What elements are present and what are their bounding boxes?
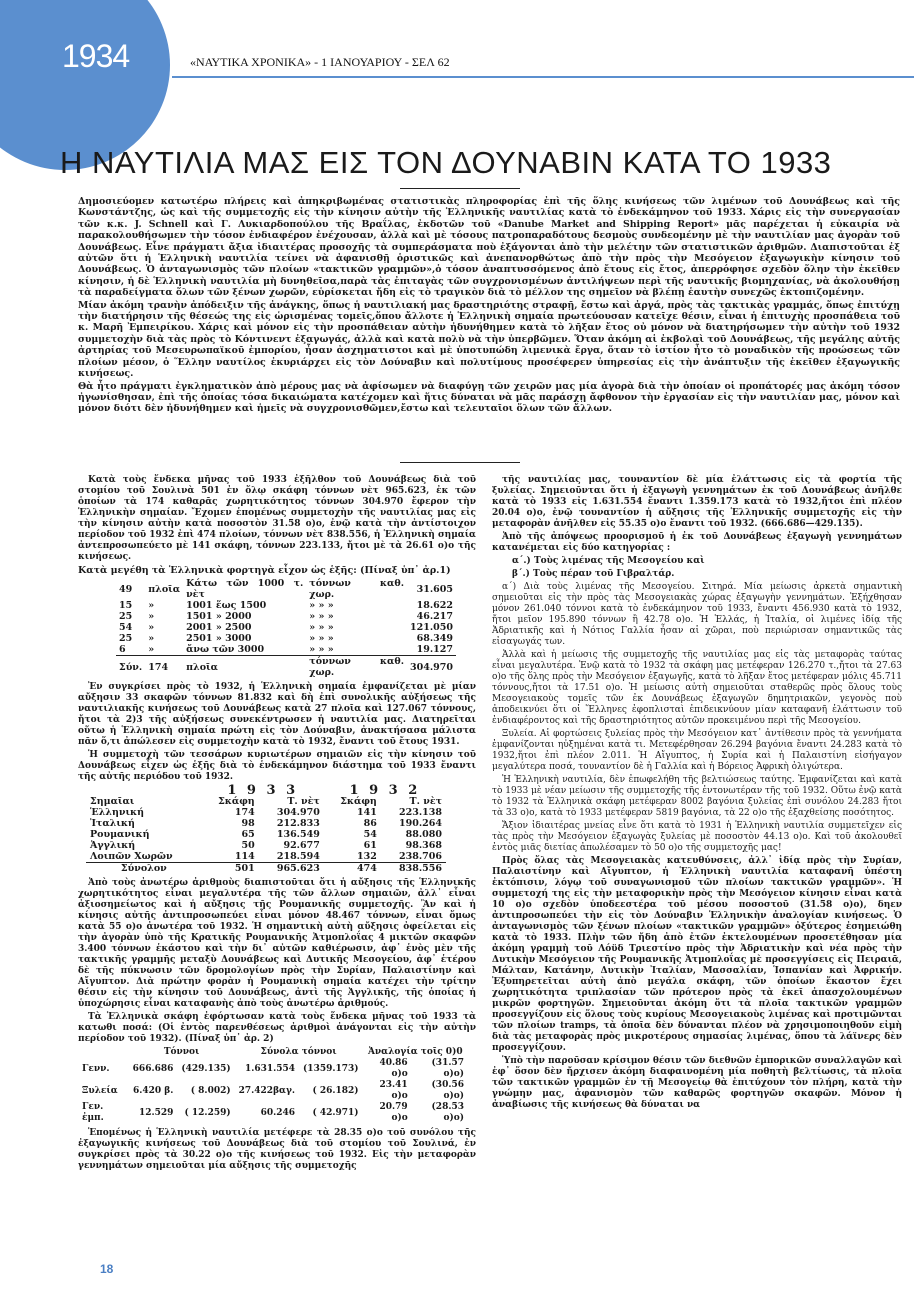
intro-divider — [400, 462, 520, 463]
table-cell: » — [148, 622, 155, 633]
table-cell: 304.970 — [276, 807, 320, 818]
table-cell: 965.623 — [276, 863, 320, 874]
table-cell: 501 — [234, 863, 255, 874]
body-paragraph: Ἡ συμμετοχὴ τῶν τεσσάρων κυριωτέρων σημαιῶν εἰς τὴν κίνησιν τοῦ Δουνάβεως εἶχεν ὡς ἑξῆς διὰ τὸ ἑνδεκάμηνον διάστημα τοῦ 1933 ἔναντι τῆς αὐτῆς περιόδου τοῦ 1932. — [78, 750, 476, 782]
table-row — [86, 818, 446, 829]
table-row — [116, 644, 456, 656]
table-cell: 54 — [363, 829, 377, 840]
table-cell: Λοιπῶν Χωρῶν — [90, 851, 173, 862]
table-cell: 27.422βαγ. — [238, 1085, 296, 1096]
table-cell: » » » — [309, 644, 334, 655]
table-cell: 98 — [241, 818, 255, 829]
table-row — [116, 578, 456, 600]
right-column — [492, 475, 902, 1113]
table-cell: 92.677 — [283, 840, 320, 851]
table-row — [116, 600, 456, 611]
table-cell: 40.86 ο)ο — [379, 1058, 408, 1079]
table-total-row — [86, 863, 446, 875]
table-cell: 19.127 — [416, 644, 453, 655]
year-label: 1934 — [62, 38, 130, 74]
table-row — [116, 611, 456, 622]
table-cell: 18.622 — [416, 600, 453, 611]
table-year-header: 1 9 3 2 — [349, 783, 421, 798]
body-paragraph: Ἀλλὰ καὶ ἡ μείωσις τῆς συμμετοχῆς τῆς ναυτιλίας μας εἰς τὰς μεταφορὰς ταύτας εἶναι μεγαλυτέρα. Ἐνῷ κατὰ τὸ 1932 τὰ σκάφη μας μετέφεραν 126.270 τ.,ἤτοι τὰ 27.63 ο)ο τῆς ὅλης πρὸς τὴν Μεσόγειον ἐξαγωγῆς, κατὰ τὸ λῆξαν ἔτος μετέφεραν μόλις 45.711 τόννους,ἤτοι τὰ 17.51 ο)ο. Ἡ μείωσις αὐτὴ σημειοῦται σταθερῶς πρὸς ὅλους τοὺς Μεσογειακοὺς τομεῖς τῶν ἐκ Δουνάβεως ἐξαγωγῶν δημητριακῶν, γεγονὸς ποὺ ἀποδεικνύει ὅτι οἱ Ἕλληνες ἐφοπλισταὶ ἐπιδεικνύουν μίαν καταφανῆ ἐλάττωσιν τοῦ ἐνδιαφέροντος καὶ τῆς δραστηριότητος αὐτῶν προκειμένου περὶ τῆς Μεσογείου. — [492, 650, 902, 726]
table-cell: (30.56 ο)ο) — [431, 1080, 464, 1101]
table-cell: 1501 » 2000 — [186, 611, 252, 622]
table-cell: ἄνω τῶν 3000 — [186, 644, 265, 655]
table-cell: » — [148, 600, 155, 611]
table-header-cell: Ἀναλογία τοῖς 0)0 — [367, 1047, 463, 1057]
table-cell: Τ. νὲτ — [409, 796, 442, 807]
table-cell: 121.050 — [410, 622, 453, 633]
table-cell: 2501 » 3000 — [186, 633, 252, 644]
table-cell: 174 — [148, 661, 169, 673]
table-cell: 20.79 ο)ο — [379, 1102, 408, 1123]
body-paragraph: Ξυλεία. Αἱ φορτώσεις ξυλείας πρὸς τὴν Μεσόγειον κατ᾿ ἀντίθεσιν πρὸς τὰ γεννήματα ἐμφανίζονται ηὐξημέναι κατὰ τι. Μετεφέρθησαν 26.294 βαγόνια ἔναντι 24.283 κατὰ τὸ 1932,ἤτοι ἐπὶ πλέον 2.011. Ἡ Αἴγυπτος, ἡ Συρία καὶ ἡ Παλαιστίνη εἰσήγαγον μεγαλύτερα ποσά, τουναντίον δὲ ἡ Γαλλία καὶ ἡ Βόρειος Ἀφρικὴ ὀλιγώτερα. — [492, 729, 902, 772]
body-paragraph: τῆς ναυτιλίας μας, τουναντίον δὲ μία ἐλάττωσις εἰς τὰ φορτία τῆς ξυλείας. Σημειοῦνται ὅτι ἡ ἐξαγωγὴ γεννημάτων ἐκ τοῦ Δουνάβεως ἀνῆλθε κατὰ τὸ 1933 εἰς 1.631.554 ἔναντι 1.359.173 κατὰ τὸ 1932,ἤτοι ἐπὶ πλέον 20.04 ο)ο, ἐνῷ τουναντίον ἡ αὔξησις τῆς Ἑλληνικῆς συμμετοχῆς εἰς τὴν μεταφορὰν ἀνῆλθεν εἰς 55.35 ο)ο ἔναντι τοῦ 1932. (666.686—429.135). — [492, 475, 902, 529]
cargo-table — [78, 1047, 468, 1124]
table-cell: 61 — [363, 840, 377, 851]
table-cell: » » » — [309, 622, 334, 633]
list-item: α΄.) Τοὺς λιμένας τῆς Μεσογείου καὶ — [512, 556, 705, 566]
table-cell: ( 42.971) — [312, 1107, 359, 1118]
intro-paragraph: Δημοσιεύομεν κατωτέρω πλήρεις καὶ ἀπηκριβωμένας στατιστικὰς πληροφορίας ἐπὶ τῆς ὅλης κινήσεως τῶν λιμένων τοῦ Δουνάβεως καὶ τῆς Κωνστάντζης, ὡς καὶ τῆς συμμετοχῆς εἰς τὴν κίνησιν αὐτὴν τῆς Ἑλληνικῆς ναυτιλίας κατὰ τὸ ἑνδεκάμηνον τοῦ 1933. Χάρις εἰς τὴν συνεργασίαν τῶν κ.κ. J. Schnell καὶ Γ. Λυκιαρδοπούλου τῆς Βραΐλας, ἐκδοτῶν τοῦ «Danube Market and Shipping Report» μᾶς παρέχεται ἡ εὐκαιρία νὰ παρακολουθήσωμεν τὴν τόσον ἐνδιαφέρον ἐνέχουσαν, ἀλλὰ καὶ μὲ τόσους πατροπαραδότους δεσμοὺς συνδεομένην μὲ τὴν ναυτιλίαν μας ἀγορὰν τοῦ Δουνάβεως. Εἶνε πράγματι ἄξια ἰδιαιτέρας προσοχῆς τὰ συμπεράσματα ποὺ ἐξάγονται ἀπὸ τὴν μελέτην τῶν στατιστικῶν ἀριθμῶν. Διαπιστοῦται ἐξ αὐτῶν ὅτι ἡ Ἑλληνικὴ ναυτιλία τείνει νὰ ἀφανισθῇ ὁριστικῶς καὶ ἀνεπανορθώτως ἀπὸ τὴν πρὸς τὴν Μεσόγειον ἐξαγωγικὴν κίνησιν τοῦ Δουνάβεως. Ὁ ἀνταγωνισμὸς τῶν πλοίων «τακτικῶν γραμμῶν»,ὁ τόσον ἀναπτυσσόμενος ἀπὸ ἔτους εἰς ἔτος, ἀπερρόφησε σχεδὸν ὅλην τὴν ἐκεῖθεν κίνησιν, ἡ δὲ Ἑλληνικὴ ναυτιλία μὴ δυνηθεῖσα,παρὰ τὰς ἐπιταγὰς τῶν συγχρονισμένων ἀντιλήψεων περὶ τῆς ναυτικῆς βιομηχανίας, νὰ ἀκολουθήσῃ τὰ παραδείγματα ὅλων τῶν ξένων χωρῶν, εὑρίσκεται ἤδη εἰς τὸ τραγικὸν διὰ τὸ μέλλον της σημεῖον νὰ βλέπῃ ἑαυτὴν συνεχῶς ἐκτοπιζομένην. — [78, 196, 900, 299]
table-cell: 98.368 — [405, 840, 442, 851]
table-cell: Σκάφη — [340, 796, 377, 807]
table-cell — [86, 785, 202, 796]
page-number: 18 — [100, 1262, 114, 1276]
table-cell: ( 26.182) — [312, 1085, 359, 1096]
list-item: β΄.) Τοὺς πέραν τοῦ Γιβραλτάρ. — [512, 569, 675, 579]
table-cell: » — [148, 633, 155, 644]
table-row — [116, 633, 456, 644]
body-paragraph: Τὰ Ἑλληνικὰ σκάφη ἐφόρτωσαν κατὰ τοὺς ἕνδεκα μῆνας τοῦ 1933 τὰ κατωθι ποσά: (Οἱ ἐντὸς παρενθέσεως ἀριθμοὶ ἀνάγονται εἰς τὴν αὐτὴν περίοδον τοῦ 1932). (Πίναξ ὑπ᾿ ἀρ. 2) — [78, 1012, 476, 1044]
table-cell: 31.605 — [416, 583, 453, 595]
table-cell: 114 — [234, 851, 255, 862]
table-cell: 12.529 — [138, 1107, 174, 1118]
table-caption: Κατὰ μεγέθη τὰ Ἑλληνικὰ φορτηγὰ εἶχον ὡς ἑξῆς: (Πίναξ ὑπ᾿ ἀρ.1) — [78, 565, 451, 576]
header-rule — [172, 76, 914, 78]
table-cell: » » » — [309, 611, 334, 622]
table-cell: 23.41 ο)ο — [379, 1080, 408, 1101]
table-cell: 68.349 — [416, 633, 453, 644]
table-cell: 1.631.554 — [244, 1063, 296, 1074]
table-cell: 238.706 — [399, 851, 442, 862]
table-cell: 666.686 — [132, 1063, 174, 1074]
table-cell: » » » — [309, 633, 334, 644]
table-cell: 174 — [234, 807, 255, 818]
table-cell: τόννων καθ. χωρ. — [309, 656, 405, 678]
table-cell: Ἰταλική — [90, 818, 135, 829]
table-row — [78, 1080, 468, 1102]
table-cell: ( 8.002) — [190, 1085, 231, 1096]
table-cell: 86 — [363, 818, 377, 829]
table-cell: Ξυλεία — [82, 1085, 118, 1096]
table-cell: 2001 » 2500 — [186, 622, 252, 633]
table-cell: 136.549 — [276, 829, 320, 840]
table-cell: 46.217 — [416, 611, 453, 622]
table-cell: 474 — [357, 863, 377, 874]
left-column — [78, 475, 476, 1174]
table-cell — [78, 1047, 129, 1058]
table-cell: 1001 ἕως 1500 — [186, 600, 267, 611]
table-cell: » — [148, 644, 155, 655]
body-paragraph: Ἄξιον ἰδιαιτέρας μνείας εἶνε ὅτι κατὰ τὸ 1931 ἡ Ἑλληνικὴ ναυτιλία συμμετεῖχεν εἰς τὰς πρὸς τὴν Μεσόγειον ἐξαγωγὰς ξυλείας μὲ ποσοστὸν 44.13 ο)ο. Καὶ τοῦ ἀκολουθεῖ ἐντὸς μιᾶς διετίας ἀπωλέσαμεν τὸ 50 ο)ο τῆς συμμετοχῆς μας! — [492, 821, 902, 853]
body-paragraph: Κατὰ τοὺς ἕνδεκα μῆνας τοῦ 1933 ἐξῆλθον τοῦ Δουνάβεως διὰ τοῦ στομίου τοῦ Σουλινὰ 501 ἐν ὅλῳ σκάφη τόννων νὲτ 965.623, ἐκ τῶν ὁποίων τὰ 174 καθαρᾶς χωρητικότητος τόννων 304.970 ἔφερον τὴν Ἑλληνικὴν σημαίαν. Ἔχομεν ἑπομένως συμμετοχὴν τῆς ναυτιλίας μας εἰς τὴν κίνησιν αὐτὴν κατὰ ποσοστὸν 31.58 ο)ο, ἐνῷ κατὰ τὴν ἀντίστοιχον περίοδον τοῦ 1932 ἐπὶ 474 πλοίων, τόννων νὲτ 838.556, ἡ Ἑλληνικὴ σημαία ἀντεπροσωπεύετο μὲ 141 σκάφη, τόννων 223.133, ἤτοι μὲ τὰ 26.61 ο)ο τῆς κινήσεως. — [78, 475, 476, 562]
table-year-row — [86, 785, 446, 796]
table-cell: (28.53 ο)ο) — [431, 1102, 464, 1123]
body-paragraph: Ὑπὸ τὴν παροῦσαν κρίσιμον θέσιν τῶν διεθνῶν ἐμπορικῶν συναλλαγῶν καὶ ἐφ᾿ ὅσον δὲν ἤρχισεν ἀκόμη διαφαινομένη μία ποθητὴ βελτίωσις, τὰ πλοῖα τῶν τακτικῶν γραμμῶν ἐν τῇ Μεσογείῳ θὰ ἐπιτύχουν τὸν πλήρη, κατὰ τὴν γνώμην μας, ἀφανισμὸν τῶν καθαρῶς φορτηγῶν σκαφῶν. Μόνον ἡ ἀναβίωσις τῆς κινήσεως θὰ δύναται να — [492, 1056, 902, 1110]
table-cell: 15 — [119, 600, 133, 611]
table-cell: (31.57 ο)ο) — [431, 1058, 464, 1079]
body-paragraph: Ἀπὸ τοὺς ἀνωτέρω ἀριθμοὺς διαπιστοῦται ὅτι ἡ αὔξησις τῆς Ἑλληνικῆς χωρητικότητος εἶναι μεγαλυτέρα τῆς τῶν ἄλλων σημαιῶν, ἀλλ᾿ εἶναι ἀξιοσημείωτος καὶ ἡ αὔξησις τῆς Ρουμανικῆς συμμετοχῆς. Ἂν καὶ ἡ κίνησις αὐτῆς ἀντιπροσωπεύει εἶναι μόνον 48.467 τόννων, εἶναι ὅμως κατὰ 55 ο)ο ἀνωτέρα τοῦ 1932. Ἡ σημαντικὴ αὐτὴ αὔξησις ὀφείλεται εἰς τὴν ἀγορὰν ὑπὸ τῆς Κρατικῆς Ρουμανικῆς Ἀτμοπλοΐας 4 μικτῶν σκαφῶν 3.400 τόννων ἑκάστου καὶ τὴν δι᾿ αὐτῶν καθιέρωσιν, ἀφ᾿ ἑνὸς μὲν τῆς τακτικῆς γραμμῆς μεταξὺ Δουνάβεως καὶ Δυτικῆς Μεσογείου, ἀφ᾿ ἑτέρου δὲ τῆς πύκνωσιν τῶν δρομολογίων πρὸς τὴν Συρίαν, Παλαιστίνην καὶ Αἴγυπτον. Διὰ πρώτην φορὰν ἡ Ρουμανικὴ σημαία κατέχει τὴν τρίτην θέσιν εἰς τὴν κίνησιν τοῦ Δουνάβεως, ἀντὶ τῆς Ἀγγλικῆς, τῆς ὁποίας ἡ ὑποχώρησις εἶναι καταφανὴς ἀπὸ τοὺς ἀνωτέρω ἀριθμούς. — [78, 878, 476, 1009]
title-divider — [400, 188, 520, 189]
table-cell: 838.556 — [399, 863, 442, 874]
table-cell: 141 — [357, 807, 377, 818]
table-cell: πλοῖα — [148, 583, 181, 595]
table-cell: Σκάφη — [218, 796, 255, 807]
table-cell: 65 — [241, 829, 255, 840]
table-row — [86, 840, 446, 851]
table-cell: Κάτω τῶν 1000 τ. νὲτ — [186, 578, 304, 600]
table-cell: 6.420 β. — [132, 1085, 174, 1096]
table-cell: Σύν. — [119, 661, 143, 673]
table-header-row — [78, 1047, 468, 1058]
table-cell: ( 12.259) — [184, 1107, 231, 1118]
table-row — [78, 1102, 468, 1124]
tonnage-size-table — [116, 578, 456, 678]
table-total-row — [116, 656, 456, 679]
table-cell: 132 — [357, 851, 377, 862]
body-paragraph: Πρὸς ὅλας τὰς Μεσογειακὰς κατευθύνσεις, ἀλλ᾿ ἰδίᾳ πρὸς τὴν Συρίαν, Παλαιστίνην καὶ Αἴγυπτον, ἡ Ἑλληνικὴ ναυτιλία καταφανῆ ὑπέστη ἐκτόπισιν, λόγῳ τοῦ συναγωνισμοῦ τῶν πλοίων τακτικῶν γραμμῶν». Ἡ συμμετοχή της εἰς τὴν μεταφορικὴν πρὸς τὴν Μεσόγειον κίνησιν εἶναι κατὰ 10 ο)ο σχεδὸν ὑποδεεστέρα τοῦ μέσου ποσοστοῦ (31.58 ο)ο), δηεν ἀντιπροσωπεύει τὴν εἰς τὸν Δούναβιν Ἑλληνικὴν ἀναλογίαν κινήσεως. Ὁ ἀνταγωνισμὸς τῶν ξένων πλοίων «τακτικῶν γραμμῶν» ὀξύτερος ἐσημειώθη κατὰ τὸ 1933. Πλὴν τῶν ἤδη ἀπὸ ἐτῶν ἐκτελουμένων προσετέθησαν μία ἀκόμη γραμμὴ τοῦ Λόϋδ Τριεστίνο πρὸς τὴν Ἀδριατικὴν καὶ νέα πρὸς τὴν Δυτικὴν Μεσόγειον τῆς Ρουμανικῆς Ἀτμοπλοΐας μὲ προσεγγίσεις εἰς Πειραιᾶ, Μάλταν, Κατάνην, Δυτικὴν Ἰταλίαν, Μασσαλίαν, Ἱσπανίαν καὶ Ἀφρικήν. Ἐξυπηρετεῖται αὐτὴ ἀπὸ μεγάλα σκάφη, τῶν ὁποίων ἕκαστον ἔχει χωρητικότητα τριπλασίαν τῶν πρότερον πρὸς τὰ ἐκεῖ ἀπασχολουμένων μικρῶν φορτηγῶν. Σημειοῦνται ἀκόμη ὅτι τὰ πλοῖα τακτικῶν γραμμῶν προσεγγίζουν εἰς ὅλους τοὺς κυρίους Μεσογειακοὺς λιμένας καὶ προτιμῶνται τῶν πλοίων tramps, τὰ ὁποῖα δὲν δύνανται πλέον νὰ χρησιμοποιηθοῦν εἰμὴ διὰ τὰς μεταφορὰς πρὸς μικροτέρους σημασίας λιμένας, ὅπου τὰ λάϊνερς δὲν προσεγγίζουν. — [492, 856, 902, 1053]
table-cell: Ἑλληνική — [90, 807, 145, 818]
body-paragraph: Ἑπομένως ἡ Ἑλληνικὴ ναυτιλία μετέφερε τὰ 28.35 ο)ο τοῦ συνόλου τῆς ἐξαγωγικῆς κινήσεως τοῦ Δουνάβεως διὰ τοῦ στομίου τοῦ Σουλινά, ἐν συγκρίσει πρὸς τὰ 30.22 ο)ο τῆς κινήσεως τοῦ 1932. Εἰς τὴν μεταφορὰν γεννημάτων σημειοῦται μία αὔξησις τῆς συμμετοχῆς — [78, 1128, 476, 1171]
flags-table — [86, 785, 446, 874]
table-year-header: 1 9 3 3 — [227, 783, 299, 798]
table-cell: 223.138 — [399, 807, 442, 818]
body-paragraph: Ἡ Ἑλληνικὴ ναυτιλία, δὲν ἐπωφελήθη τῆς βελτιώσεως ταύτης. Ἐμφανίζεται καὶ κατὰ τὸ 1933 μὲ νέαν μείωσιν τῆς συμμετοχῆς τῆς ἐντονωτέραν τῆς τοῦ 1932. Οὕτω ἐνῷ κατὰ τὸ 1932 τὰ Ἑλληνικὰ σκάφη μετέφεραν 8002 βαγόνια ξυλείας ἐπὶ συνόλου 24.283 ἤτοι τὰ 33 ο)ο, κατὰ τὸ 1933 μετέφεραν 5819 βαγόνια, τὰ 22 ο)ο τῆς ἐξαχθείσης ποσότητος. — [492, 775, 902, 818]
running-head: «ΝΑΥΤΙΚΑ ΧΡΟΝΙΚΑ» - 1 ΙΑΝΟΥΑΡΙΟΥ - ΣΕΛ 62 — [190, 55, 450, 69]
table-header-cell: Σύνολα τόννοι — [260, 1047, 337, 1057]
table-header-cell: Τόννοι — [163, 1047, 200, 1057]
table-cell: Ἀγγλική — [90, 840, 136, 851]
table-cell: Σύνολον — [120, 863, 167, 874]
article-intro — [78, 196, 900, 416]
table-cell: 49 — [119, 583, 133, 595]
table-row — [78, 1058, 468, 1080]
table-cell: 190.264 — [399, 818, 442, 829]
table-row — [86, 851, 446, 863]
table-cell: 54 — [119, 622, 133, 633]
table-cell: (429.135) — [181, 1063, 231, 1074]
table-cell: 50 — [241, 840, 255, 851]
table-cell: Γενν. — [82, 1063, 110, 1074]
table-cell: 304.970 — [410, 661, 453, 673]
table-cell: 6 — [119, 644, 126, 655]
body-paragraph: Ἐν συγκρίσει πρὸς τὸ 1932, ἡ Ἑλληνικὴ σημαία ἐμφανίζεται μὲ μίαν αὔξησιν 33 σκαφῶν τόννων 81.832 καὶ δὴ ἐπὶ συνολικῆς αὐξήσεως τῆς ναυτιλιακῆς κινήσεως τοῦ Δουνάβεως κατὰ 27 πλοῖα καὶ 127.067 τόννους, ἤτοι τὰ 2)3 τῆς αὐξήσεως συνεκέντρωσεν ἡ ναυτιλία μας. Διατηρεῖται οὕτω ἡ Ἑλληνικὴ σημαία πρώτη εἰς τὸν Δούναβιν, ἀνακτήσασα μάλιστα πᾶν ὅ,τι ἀπώλεσεν εἰς συμμετοχὴν κατὰ τὸ 1932, ἔναντι τοῦ ἔτους 1931. — [78, 682, 476, 747]
body-paragraph: α΄) Διὰ τοὺς λιμένας τῆς Μεσογείου. Σιτηρά. Μία μείωσις ἀρκετὰ σημαντικὴ σημειοῦται εἰς τὴν πρὸς τὰς Μεσογειακὰς χώρας ἐξαγωγὴν γεννημάτων. Ἐξήχθησαν μόνον 261.040 τόννοι κατὰ τὸ ἑνδεκάμηνον τοῦ 1933, ἔναντι 456.930 κατὰ τὸ 1932, ἤτοι μεῖον 195.890 τόννων ἢ 42.78 ο)ο. Ἡ Ἑλλάς, ἡ Ἰταλία, οἱ λιμένες ἰδίᾳ τῆς Ἀδριατικῆς καὶ ἡ Νότιος Γαλλία ἦσαν αἱ χῶραι, ποὺ περιώρισαν σημαντικῶς τὰς εἰσαγωγάς των. — [492, 582, 902, 647]
table-cell: Σημαῖαι — [90, 796, 135, 807]
table-cell: 60.246 — [260, 1107, 296, 1118]
table-cell: » — [148, 611, 155, 622]
table-row — [86, 807, 446, 818]
body-paragraph: Ἀπὸ τῆς ἀπόψεως προορισμοῦ ἡ ἐκ τοῦ Δουνάβεως ἐξαγωγὴ γεννημάτων κατανέμεται εἰς δύο κατηγορίας : — [492, 532, 902, 553]
table-cell: 25 — [119, 611, 133, 622]
table-cell: 218.594 — [276, 851, 320, 862]
table-cell: Τ. νὲτ — [287, 796, 320, 807]
intro-paragraph: Θὰ ἦτο πράγματι ἐγκληματικὸν ἀπὸ μέρους μας νὰ ἀφίσωμεν νὰ διαφύγῃ τῶν χειρῶν μας μία ἀγορὰ διὰ τὴν ὁποίαν οἱ προπάτορές μας ἀκόμη τόσον ἠγωνίσθησαν, ἐπὶ τῆς ὁποίας τόσα δικαιώματα κατέχομεν καὶ ἥτις δύναται νὰ μᾶς παράσχῃ ἄφθονον τὴν ἐργασίαν εἰς τὴν ναυτιλίαν μας, μόνον καὶ μόνον διότι δὲν ἠδυνήθημεν καὶ ἡμεῖς νὰ συγχρονισθῶμεν,ἔστω καὶ τελευταῖοι ὅλων τῶν ἄλλων. — [78, 380, 900, 415]
table-cell: 212.833 — [276, 818, 320, 829]
table-cell: τόννων καθ. χωρ. — [309, 578, 405, 600]
article-title: Η ΝΑΥΤΙΛΙΑ ΜΑΣ ΕΙΣ ΤΟΝ ΔΟΥΝΑΒΙΝ ΚΑΤΑ ΤΟ 1933 — [60, 145, 832, 180]
intro-paragraph: Μίαν ἀκόμη τρανὴν ἀπόδειξιν τῆς ἀνάγκης, ὅπως ἡ ναυτιλιακή μας δραστηριότης στραφῇ, ἔστω καὶ ἀργά, πρὸς τὰς τακτικὰς γραμμάς, ὅπως ἐπιτύχῃ τὴν διατήρησιν τῆς θέσεώς της εἰς ὡρισμένας τομεῖς,ὅπου ἄλλοτε ἡ Ἑλληνικὴ σημαία πρωτεύουσαν κατεῖχε θέσιν, εἶναι ἡ ἐπιτυχὴς προσπάθεια τοῦ κ. Μαρῆ Ἐμπειρίκου. Χάρις καὶ μόνον εἰς τὴν προσπάθειαν αὐτὴν ἠδυνήθημεν κατὰ τὸ λῆξαν ἔτος οὐ μόνον νὰ διατηρήσωμεν τὴν αὐτὴν τοῦ 1932 συμμετοχὴν διὰ τὰς πρὸς τὸ Κόντινεντ ἐξαγωγάς, ἀλλὰ καὶ κατὰ πολὺ νὰ τὴν ὑπερβῶμεν. Ὅταν ἀκόμη αἱ ἐκβολαὶ τοῦ Δουνάβεως, τῆς μεγάλης αὐτῆς ἀρτηρίας τοῦ Μεσευρωπαϊκοῦ ἐμπορίου, ἦσαν ἀσχηματιστοι καὶ μὲ ὑποτυπώδη λιμενικὰ ἔργα, ὅταν τὸ ἱστίον ἦτο τὸ μοναδικὸν τῆς προώσεως τῶν πλοίων μέσον, ὁ Ἕλλην ναυτίλος ἐκυριάρχει εἰς τὸν Δούναβιν καὶ πολυτίμους προσέφερεν ὑπηρεσίας εἰς τὴν ἀνάπτυξιν τῆς ἐκεῖθεν ἐξαγωγικῆς κινήσεως. — [78, 299, 900, 380]
table-cell: Γεν. ἐμπ. — [82, 1102, 104, 1123]
table-cell: 88.080 — [405, 829, 442, 840]
table-cell: Ρουμανική — [90, 829, 150, 840]
table-row — [116, 622, 456, 633]
table-cell: » » » — [309, 600, 334, 611]
table-cell: πλοῖα — [186, 661, 218, 673]
table-row — [86, 829, 446, 840]
table-cell: 25 — [119, 633, 133, 644]
table-cell: (1359.173) — [303, 1063, 359, 1074]
